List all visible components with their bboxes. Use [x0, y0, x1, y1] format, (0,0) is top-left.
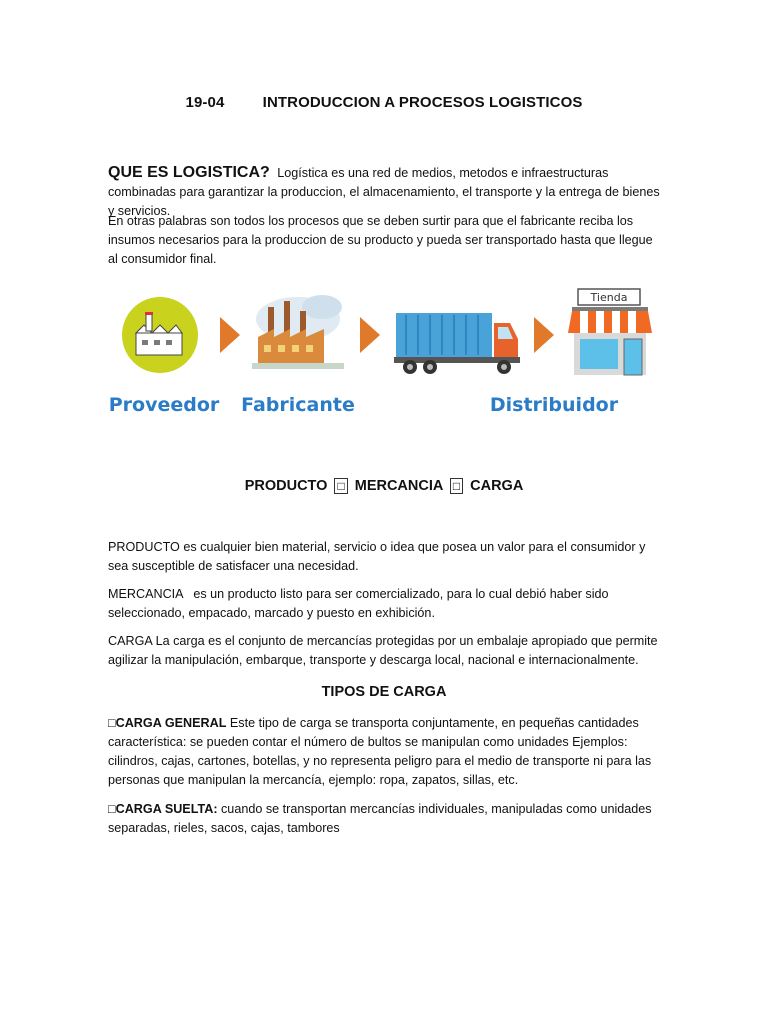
definition-carga	[108, 632, 664, 670]
supplier-factory-icon	[122, 297, 198, 373]
bullet-glyph: □	[108, 802, 116, 816]
term-carga: CARGA	[108, 634, 153, 648]
definition-producto-text: es cualquier bien material, servicio o idea que posea un valor para el consumidor y sea susceptible de satisfacer una necesidad.	[108, 540, 646, 573]
heading-producto: PRODUCTO	[244, 478, 328, 494]
arrow-icon	[534, 317, 554, 353]
carga-general-text: Este tipo de carga se transporta conjuntamente, en pequeñas cantidades característica: se pueden contar el número de bultos se manipulan como unidades Ejemplos: cilindros, cajas, cartones, botellas, y no representa peligro para el medio de transporte ni para las personas que manipulan la mercancía, ejemplo: ropa, zapatos, sillas, etc.	[108, 716, 652, 787]
flow-label-proveedor: Proveedor	[108, 394, 220, 416]
definition-mercancia-text: es un producto listo para ser comercializado, para lo cual debió haber sido seleccionado, empacado, marcado y puesto en exhibición.	[108, 587, 613, 620]
bullet-glyph: □	[108, 716, 116, 730]
term-mercancia: MERCANCIA	[108, 587, 183, 601]
definition-producto	[108, 538, 664, 576]
title-number: 19-04	[185, 94, 225, 111]
section-heading-producto-mercancia-carga	[0, 478, 768, 494]
store-icon	[568, 289, 652, 375]
flow-label-fabricante: Fabricante	[241, 394, 355, 416]
term-carga-suelta: CARGA SUELTA:	[115, 802, 218, 816]
intro-text: Logística es una red de medios, metodos e infraestructuras combinadas para garantizar la produccion, el almacenamiento, el transporte y la entrega de bienes y servicios.	[108, 166, 660, 218]
term-carga-general: CARGA GENERAL	[115, 716, 227, 730]
intro-lead: QUE ES LOGISTICA?	[108, 164, 270, 181]
truck-icon	[394, 313, 520, 374]
heading-carga: CARGA	[470, 478, 524, 494]
manufacturer-factory-icon	[252, 295, 344, 369]
carga-suelta-text: cuando se transportan mercancías individuales, manipuladas como unidades separadas, rieles, sacos, cajas, tambores	[108, 802, 652, 835]
separator-glyph: □	[334, 478, 347, 494]
store-sign-text: Tienda	[590, 291, 628, 304]
logistics-flow-diagram	[108, 285, 668, 425]
intro-paragraph-2: En otras palabras son todos los procesos que se deben surtir para que el fabricante reciba los insumos necesarios para la produccion de su producto y pueda ser transportado hasta que llegue al consumidor final.	[108, 214, 653, 266]
tipo-carga-suelta	[108, 800, 664, 838]
arrow-icon	[220, 317, 240, 353]
definition-mercancia	[108, 585, 664, 623]
term-producto: PRODUCTO	[108, 540, 180, 554]
heading-mercancia: MERCANCIA	[354, 478, 443, 494]
section-heading-tipos-de-carga: TIPOS DE CARGA	[321, 684, 447, 700]
separator-glyph: □	[450, 478, 463, 494]
tipo-carga-general	[108, 714, 664, 790]
flow-label-distribuidor: Distribuidor	[489, 394, 619, 416]
title-text: INTRODUCCION A PROCESOS LOGISTICOS	[262, 94, 583, 111]
page-title	[0, 94, 768, 111]
definition-carga-text: La carga es el conjunto de mercancías protegidas por un embalaje apropiado que permite agilizar la manipulación, embarque, transporte y descarga local, nacional e internacionalmente.	[108, 634, 658, 667]
arrow-icon	[360, 317, 380, 353]
